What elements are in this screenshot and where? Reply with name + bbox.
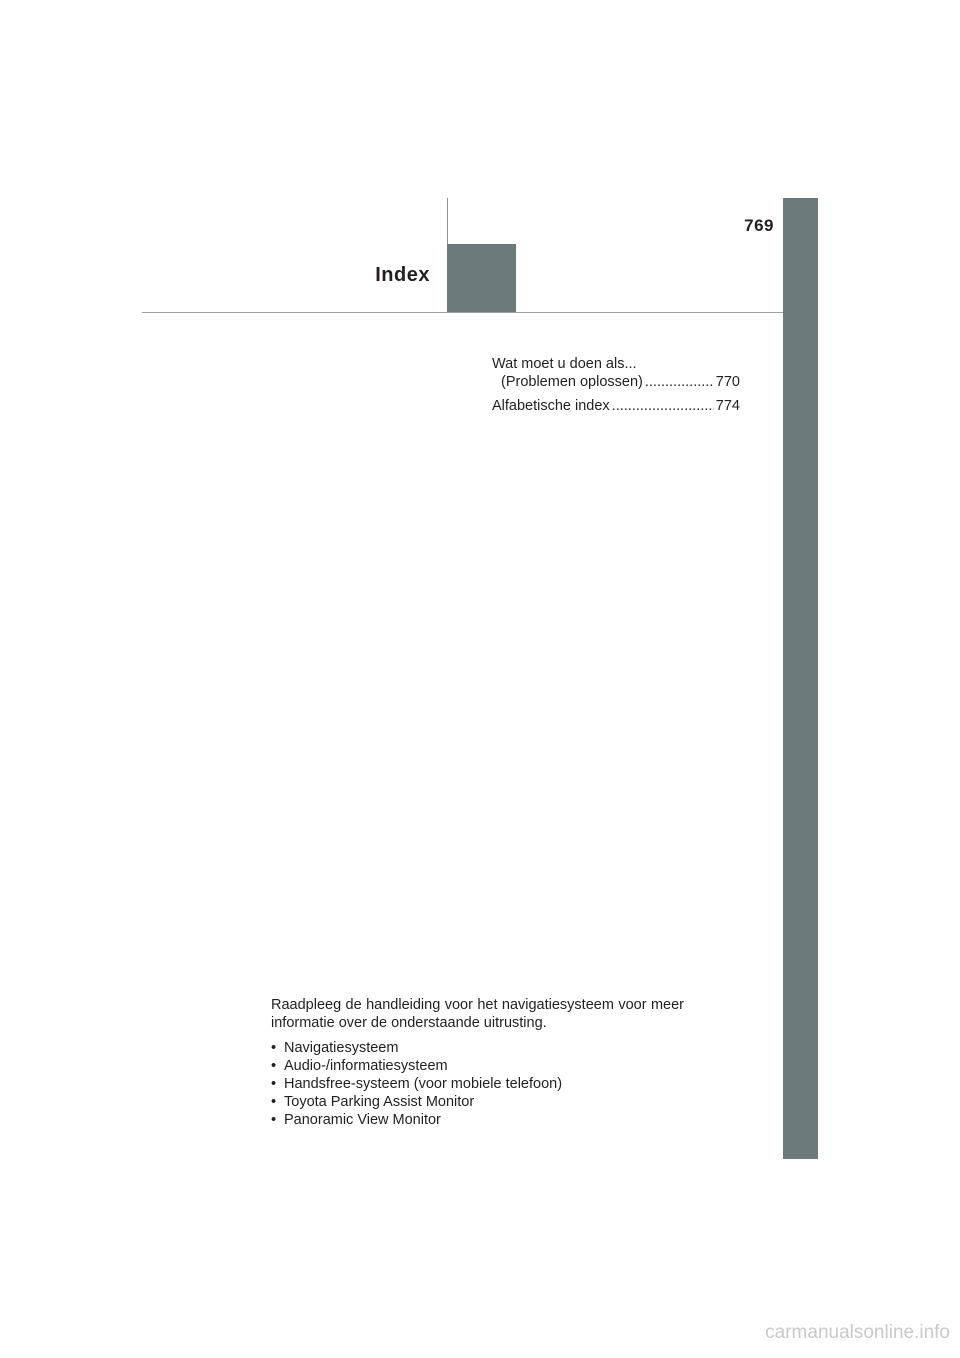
toc-leader-dots: [645, 373, 714, 391]
list-item-text: Audio-/informatiesysteem: [284, 1058, 448, 1074]
toc-entry-troubleshooting[interactable]: [492, 355, 740, 391]
notice-text: Raadpleeg de handleiding voor het navigatiesysteem voor meer informatie over de onderstaande uitrusting.: [271, 997, 684, 1031]
chapter-thumb-tab: [783, 198, 818, 1159]
toc-entry-title: Wat moet u doen als...: [492, 356, 637, 372]
bullet-icon: •: [271, 1094, 277, 1110]
toc-entry-page: 770: [715, 374, 740, 390]
toc-entry-heading: [492, 397, 740, 415]
page-number: 769: [744, 216, 774, 235]
bullet-icon: •: [271, 1040, 277, 1056]
section-marker-block: [447, 244, 516, 312]
list-item: [271, 1093, 684, 1111]
equipment-list: [271, 1039, 684, 1129]
list-item: [271, 1075, 684, 1093]
list-item-text: Handsfree-systeem (voor mobiele telefoon): [284, 1076, 563, 1092]
header-vertical-rule: [447, 198, 448, 244]
toc-entry-page: 774: [715, 398, 740, 414]
toc-entry-alphabetical-index[interactable]: [492, 397, 740, 415]
bullet-icon: •: [271, 1076, 277, 1092]
list-item-text: Toyota Parking Assist Monitor: [284, 1094, 475, 1110]
table-of-contents: [492, 355, 740, 415]
header-horizontal-rule: [142, 312, 783, 313]
toc-entry-subline: [492, 373, 740, 391]
bullet-icon: •: [271, 1058, 277, 1074]
list-item-text: Navigatiesysteem: [284, 1040, 399, 1056]
navigation-manual-notice: [271, 996, 684, 1129]
list-item: [271, 1057, 684, 1075]
watermark: carmanualsonline.info: [765, 1322, 950, 1343]
toc-entry-heading: [492, 355, 740, 373]
list-item: [271, 1111, 684, 1129]
bullet-icon: •: [271, 1112, 277, 1128]
list-item: [271, 1039, 684, 1057]
list-item-text: Panoramic View Monitor: [284, 1112, 441, 1128]
section-title: Index: [375, 264, 430, 286]
toc-entry-title: Alfabetische index: [492, 398, 610, 414]
toc-entry-subtitle: (Problemen oplossen): [501, 374, 643, 390]
toc-leader-dots: [612, 397, 714, 415]
